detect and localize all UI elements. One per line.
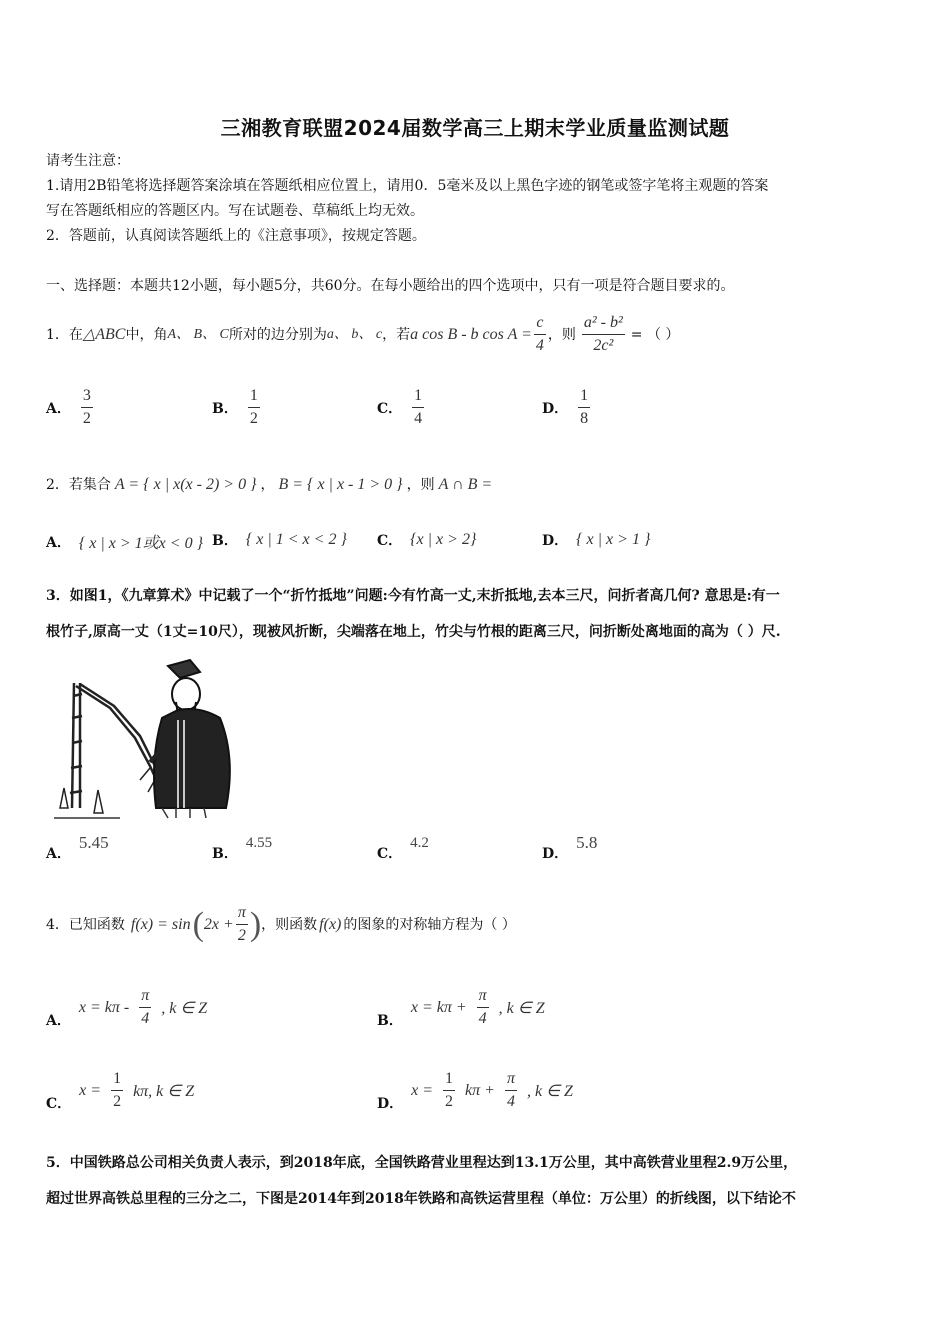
option-label: C．	[46, 1096, 72, 1112]
fraction-denominator: 4	[478, 1010, 487, 1027]
fraction-numerator: 1	[111, 1068, 123, 1091]
option-label: C．	[377, 533, 403, 549]
option-fraction	[111, 1068, 123, 1113]
exam-title: 三湘教育联盟2024届数学高三上期末学业质量监测试题	[220, 116, 730, 140]
option-value: {x | x > 2}	[410, 531, 477, 548]
option-expression: x = kπ +	[410, 998, 467, 1016]
fraction-numerator: 3	[81, 385, 93, 408]
q3-option-d[interactable]	[542, 833, 598, 863]
notice-item-1b: 写在答题纸相应的答题区内。写在试题卷、草稿纸上均无效。	[46, 203, 424, 219]
fraction-numerator: 1	[248, 385, 260, 408]
q1-mid3: ，若	[382, 326, 411, 343]
q4-paren-open: (	[192, 905, 204, 943]
option-label: B．	[212, 846, 238, 862]
option-expression: x =	[411, 1081, 434, 1099]
q1-condition-fraction	[534, 312, 546, 357]
fraction-numerator: π	[477, 985, 489, 1008]
q4-option-d[interactable]	[377, 1068, 573, 1113]
q5-line-2: 超过世界高铁总里程的三分之二，下图是2014年到2018年铁路和高铁运营里程（单位：万公里）的折线图，以下结论不	[46, 1191, 796, 1207]
q3-option-a[interactable]	[46, 833, 109, 863]
fraction-denominator: 2	[237, 927, 246, 944]
fraction-denominator: 2	[249, 410, 258, 427]
q5-line-1: 5．中国铁路总公司相关负责人表示，到2018年底，全国铁路营业里程达到13.1万公里，其中高铁营业里程2.9万公里，	[46, 1155, 798, 1171]
option-value: { x | x > 1 }	[576, 531, 651, 548]
option-expression-tail: kπ, k ∈ Z	[133, 1082, 195, 1100]
fraction-numerator: 1	[443, 1068, 455, 1091]
option-value: 5.45	[78, 833, 109, 852]
option-label: B．	[212, 400, 238, 417]
option-expression: x =	[79, 1081, 102, 1099]
fraction-denominator: 2	[113, 1093, 122, 1110]
q1-option-c[interactable]	[377, 385, 426, 430]
q4-arg: 2x +	[203, 915, 234, 933]
q1-option-d[interactable]	[542, 385, 592, 430]
q4-arg-fraction	[236, 902, 248, 947]
q2-pre: 2．若集合	[46, 477, 111, 493]
notice-item-1a: 1.请用2B铅笔将选择题答案涂填在答题纸相应位置上，请用0．5毫米及以上黑色字迹的钢笔或签字笔将主观题的答案	[46, 178, 769, 194]
section-heading: 一、选择题：本题共12小题，每小题5分，共60分。在每小题给出的四个选项中，只有一项是符合题目要求的。	[46, 278, 735, 294]
option-fraction-2	[505, 1068, 517, 1113]
q1-end: = （ ）	[630, 326, 680, 343]
fraction-denominator: 2c²	[593, 337, 614, 354]
option-label: A．	[46, 400, 71, 417]
option-expression: x = kπ -	[78, 998, 130, 1016]
fraction-denominator: 2	[445, 1093, 454, 1110]
q2-option-a[interactable]	[46, 530, 203, 553]
q3-option-b[interactable]	[212, 834, 273, 863]
fraction-denominator: 4	[141, 1010, 150, 1027]
q2-set-b: B = { x | x - 1 > 0 }	[278, 476, 403, 493]
fraction-denominator: 8	[580, 410, 589, 427]
option-label: B．	[212, 533, 238, 549]
fraction-numerator: c	[534, 312, 546, 335]
q2-mid: ，则	[406, 477, 435, 493]
notice-item-2: 2．答题前，认真阅读答题纸上的《注意事项》，按规定答题。	[46, 228, 426, 244]
option-expression-mid: kπ +	[465, 1081, 495, 1099]
option-label: D．	[542, 846, 569, 862]
question-1	[46, 312, 679, 357]
fraction-denominator: 4	[535, 337, 544, 354]
q4-end: 的图象的对称轴方程为（ ）	[343, 916, 516, 933]
option-label: D．	[377, 1096, 404, 1112]
option-value: { x | 1 < x < 2 }	[245, 531, 347, 548]
q2-option-b[interactable]	[212, 530, 347, 550]
q1-angles: A、 B、 C	[167, 326, 229, 342]
q4-option-b[interactable]	[377, 985, 545, 1030]
option-fraction	[248, 385, 260, 430]
option-label: A．	[46, 1013, 71, 1029]
option-expression-tail: , k ∈ Z	[161, 999, 208, 1017]
option-value: { x | x > 1或x < 0 }	[78, 535, 203, 552]
q1-option-a[interactable]	[46, 385, 95, 430]
q2-set-a: A = { x | x(x - 2) > 0 }	[114, 476, 257, 493]
q1-mid1: 中，角	[125, 326, 168, 343]
fraction-denominator: 2	[82, 410, 91, 427]
fraction-numerator: π	[236, 902, 248, 925]
q4-function: f(x) = sin	[130, 915, 191, 933]
option-expression-tail: , k ∈ Z	[526, 1082, 573, 1100]
q2-option-c[interactable]	[377, 530, 476, 550]
q3-line-2: 根竹子,原高一丈（1丈=10尺），现被风折断，尖端落在地上，竹尖与竹根的距离三尺，问折断处离地面的高为（ ）尺.	[46, 624, 781, 640]
option-label: B．	[377, 1013, 403, 1029]
q4-mid: ，则函数	[261, 916, 318, 933]
q1-sides: a、 b、 c	[326, 326, 383, 342]
option-fraction	[81, 385, 93, 430]
q4-option-a[interactable]	[46, 985, 207, 1030]
option-label: A．	[46, 534, 71, 551]
option-expression-tail: , k ∈ Z	[498, 999, 545, 1017]
q1-condition: a cos B - b cos A =	[410, 325, 532, 343]
option-label: C．	[377, 846, 403, 862]
option-label: D．	[542, 533, 569, 549]
fraction-numerator: 1	[412, 385, 424, 408]
q1-mid2: 所对的边分别为	[228, 326, 327, 343]
fraction-numerator: π	[505, 1068, 517, 1091]
q2-option-d[interactable]	[542, 530, 650, 550]
fraction-denominator: 4	[506, 1093, 515, 1110]
q4-option-c[interactable]	[46, 1068, 194, 1113]
q2-ask: A ∩ B =	[438, 476, 493, 493]
question-4	[46, 902, 516, 947]
notice-heading: 请考生注意：	[46, 153, 130, 169]
fraction-numerator: 1	[578, 385, 590, 408]
option-fraction	[578, 385, 590, 430]
bamboo-scholar-illustration	[50, 658, 240, 824]
q1-triangle: △ABC	[82, 325, 126, 343]
q1-mid4: ，则	[547, 326, 576, 343]
q4-paren-close: )	[249, 905, 262, 943]
fraction-numerator: a² - b²	[582, 312, 625, 335]
q1-ask-fraction	[582, 312, 625, 357]
option-fraction	[139, 985, 151, 1030]
q4-function-2: f(x)	[319, 915, 342, 933]
option-value: 4.55	[245, 834, 273, 851]
option-value: 5.8	[576, 833, 598, 852]
q3-option-c[interactable]	[377, 834, 429, 863]
option-label: A．	[46, 846, 71, 862]
option-fraction	[443, 1068, 455, 1113]
q1-pre: 1．在	[46, 326, 83, 343]
fraction-numerator: π	[139, 985, 151, 1008]
q1-option-b[interactable]	[212, 385, 262, 430]
fraction-denominator: 4	[414, 410, 423, 427]
option-fraction	[412, 385, 424, 430]
q4-pre: 4．已知函数	[46, 916, 125, 933]
q3-line-1: 3．如图1，《九章算术》中记载了一个“折竹抵地”问题:今有竹高一丈,末折抵地,去本三尺，问折者高几何? 意思是:有一	[46, 588, 780, 604]
option-fraction	[477, 985, 489, 1030]
option-value: 4.2	[410, 834, 429, 851]
question-2	[46, 474, 492, 496]
option-label: D．	[542, 400, 569, 417]
option-label: C．	[377, 400, 403, 417]
q2-comma: ，	[260, 477, 275, 493]
